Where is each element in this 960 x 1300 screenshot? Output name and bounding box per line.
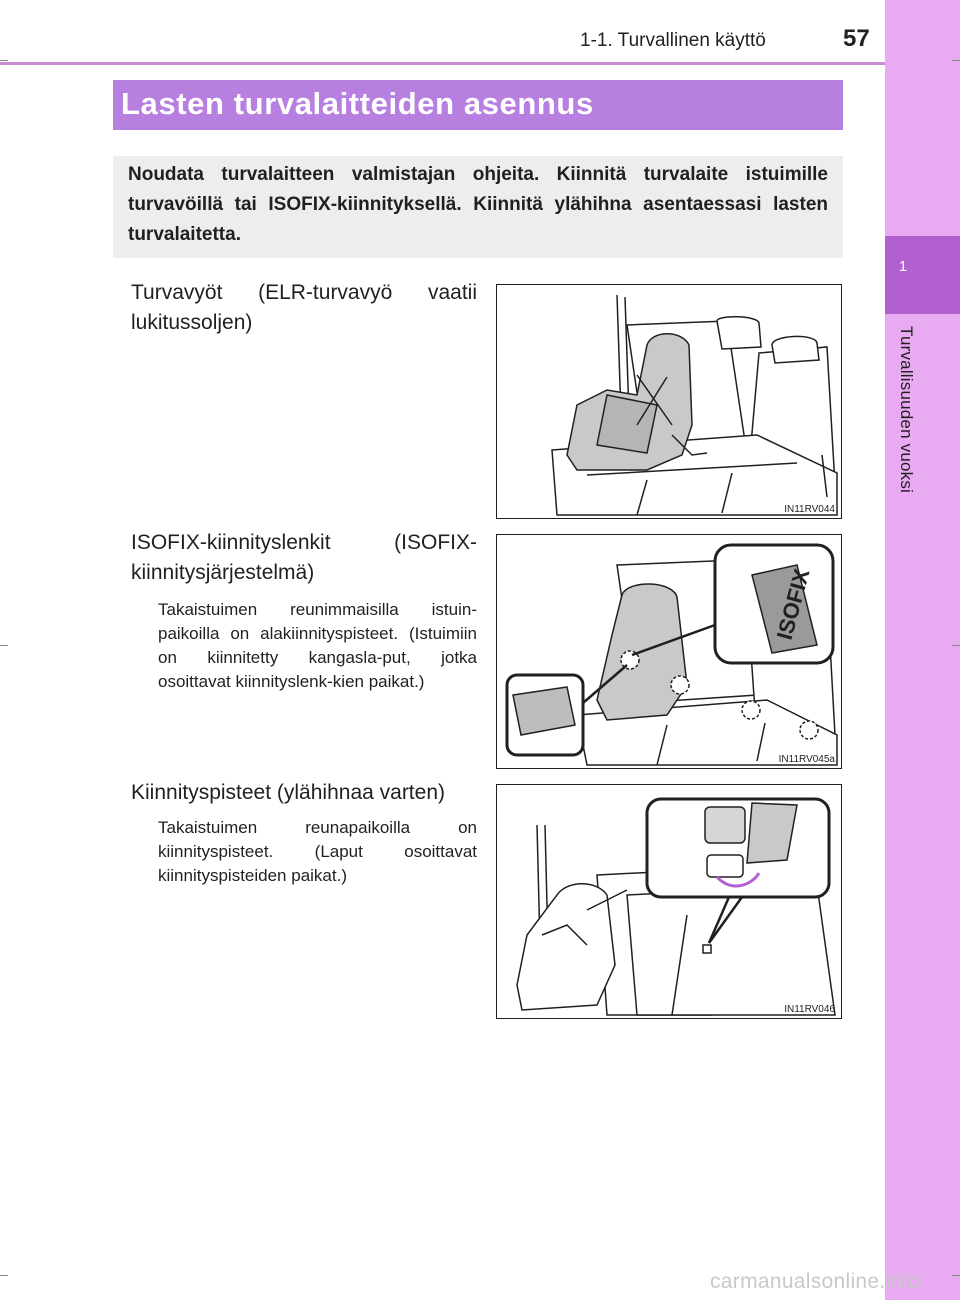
chapter-title: Turvallisuuden vuoksi — [897, 326, 916, 494]
figure-code: IN11RV045a — [778, 754, 835, 765]
chapter-number: 1 — [898, 258, 908, 275]
child-seat-seatbelt-illustration — [497, 285, 841, 518]
figure-top-tether — [496, 784, 842, 1019]
page-title: Lasten turvalaitteiden asennus — [113, 80, 843, 130]
figure-seatbelt-install — [496, 284, 842, 519]
crop-mark — [0, 645, 8, 646]
figure-code: IN11RV044 — [784, 504, 835, 515]
watermark: carmanualsonline.info — [710, 1270, 921, 1293]
chapter-tab[interactable] — [885, 236, 960, 314]
svg-text:.: . — [503, 299, 504, 300]
crop-mark — [952, 645, 960, 646]
figure-isofix-install — [496, 534, 842, 769]
item-desc-isofix: Takaistuimen reunimmaisilla istuin-paikoilla on alakiinnityspisteet. (Istuimiin on kiinnitetty kangasla-put, jotka osoittavat kiinnityslenk-kien paikat.) — [158, 600, 477, 691]
item-title-isofix: ISOFIX-kiinnityslenkit (ISOFIX-kiinnitysjärjestelmä) — [131, 531, 477, 584]
side-strip — [885, 0, 960, 1300]
figure-code: IN11RV046 — [784, 1004, 835, 1015]
header-section-title: 1-1. Turvallinen käyttö — [580, 30, 766, 51]
crop-mark — [952, 1275, 960, 1276]
top-tether-illustration — [497, 785, 841, 1018]
crop-mark — [0, 60, 8, 61]
isofix-anchor-illustration — [497, 535, 841, 768]
page-number: 57 — [843, 25, 870, 52]
crop-mark — [0, 1275, 8, 1276]
item-title-seatbelts: Turvavyöt (ELR-turvavyö vaatii lukitussoljen) — [131, 281, 477, 334]
isofix-tag-label: ISOFIX — [771, 566, 815, 643]
header-divider — [0, 62, 885, 65]
crop-mark — [952, 60, 960, 61]
item-desc-anchor-points: Takaistuimen reunapaikoilla on kiinnityspisteet. (Laput osoittavat kiinnityspisteiden paikat.) — [158, 818, 477, 885]
intro-box: Noudata turvalaitteen valmistajan ohjeita. Kiinnitä turvalaite istuimille turvavöillä tai ISOFIX-kiinnityksellä. Kiinnitä ylähihna asentaessasi lasten turvalaitetta. — [113, 156, 843, 258]
item-title-anchor-points: Kiinnityspisteet (ylähihnaa varten) — [131, 781, 445, 804]
